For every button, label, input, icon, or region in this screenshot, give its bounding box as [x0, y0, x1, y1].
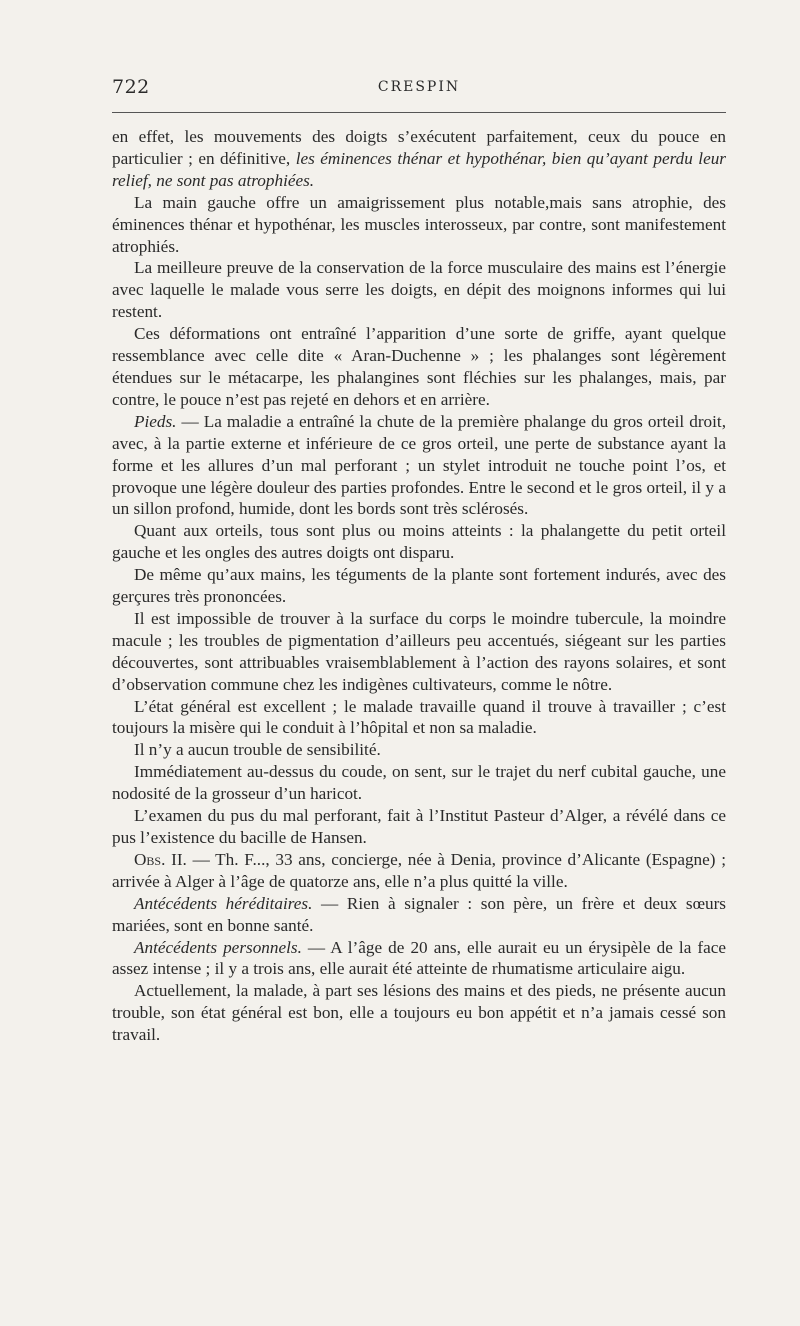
body-text [112, 126, 726, 1046]
paragraph: Ces déformations ont entraîné l’apparition d’une sorte de griffe, ayant quelque ressemblance avec celle dite « Aran-Duchenne » ; les phalanges sont légèrement étendues sur le métacarpe, les phalangines sont fléchies sur les phalanges, mais, par contre, le pouce n’est pas rejeté en dehors et en arrière. [112, 324, 726, 409]
paragraph: Immédiatement au-dessus du coude, on sent, sur le trajet du nerf cubital gauche, une nodosité de la grosseur d’un haricot. [112, 762, 726, 804]
running-title: CRESPIN [377, 79, 461, 95]
paragraph: L’examen du pus du mal perforant, fait à l’Institut Pasteur d’Alger, a révélé dans ce pus l’existence du bacille de Hansen. [112, 806, 726, 847]
section-lead: Pieds. [134, 411, 177, 431]
page-number: 722 [112, 76, 150, 98]
paragraph: La main gauche offre un amaigrissement plus notable,mais sans atrophie, des éminences thénar et hypothénar, les muscles interosseux, par contre, sont manifestement atrophiés. [112, 192, 726, 256]
paragraph: Pieds. — La maladie a entraîné la chute de la première phalange du gros orteil droit, avec, à la partie externe et inférieure de ce gros orteil, une perte de substance ayant la forme et les allures d’un mal perforant ; un stylet introduit ne touche point l’os, et provoque une légère douleur des parties profondes. Entre le second et le gros orteil, il y a un sillon profond, humide, dont les bords sont très sclérosés. [112, 411, 726, 519]
paragraph: Quant aux orteils, tous sont plus ou moins atteints : la phalangette du petit orteil gauche et les ongles des autres doigts ont disparu. [112, 521, 726, 563]
header-rule [112, 112, 726, 113]
paragraph: La meilleure preuve de la conservation de la force musculaire des mains est l’énergie avec laquelle le malade vous serre les doigts, en dépit des moignons informes qui lui restent. [112, 258, 726, 322]
paragraph: Obs. II. — Th. F..., 33 ans, concierge, née à Denia, province d’Alicante (Espagne) ; arrivée à Alger à l’âge de quatorze ans, elle n’a plus quitté la ville. [112, 849, 726, 891]
paragraph: Antécédents héréditaires. — Rien à signaler : son père, un frère et deux sœurs mariées, sont en bonne santé. [112, 893, 726, 935]
italic-phrase: les éminences thénar et hypothénar, bien qu’ayant perdu leur relief, ne sont pas atrophiées. [112, 148, 726, 190]
paragraph: Actuellement, la malade, à part ses lésions des mains et des pieds, ne présente aucun trouble, son état général est bon, elle a toujours eu bon appétit et n’a jamais cessé son travail. [112, 981, 726, 1045]
paragraph: Il n’y a aucun trouble de sensibilité. [134, 740, 381, 760]
section-lead: Antécédents héréditaires. [134, 893, 313, 913]
paragraph: L’état général est excellent ; le malade travaille quand il trouve à travailler ; c’est toujours la misère qui le conduit à l’hôpital et non sa maladie. [112, 696, 726, 738]
section-lead: Antécédents personnels. [134, 937, 302, 957]
observation-label: Obs. [134, 849, 166, 869]
paragraph: De même qu’aux mains, les téguments de la plante sont fortement indurés, avec des gerçures très prononcées. [112, 565, 726, 607]
paragraph: Il est impossible de trouver à la surface du corps le moindre tubercule, la moindre macule ; les troubles de pigmentation d’ailleurs peu accentués, siégeant sur les parties découvertes, sont attribuables vraisemblablement à l’action des rayons solaires, et sont d’observation commune chez les indigènes cultivateurs, comme le nôtre. [112, 608, 726, 694]
paragraph: en effet, les mouvements des doigts s’exécutent parfaitement, ceux du pouce en particulier ; en définitive, les éminences thénar et hypothénar, bien qu’ayant perdu leur relief, ne sont pas atrophiées. [112, 127, 726, 190]
page-header [112, 76, 726, 98]
paragraph: Antécédents personnels. — A l’âge de 20 ans, elle aurait eu un érysipèle de la face assez intense ; il y a trois ans, elle aurait été atteinte de rhumatisme articulaire aigu. [112, 937, 726, 979]
